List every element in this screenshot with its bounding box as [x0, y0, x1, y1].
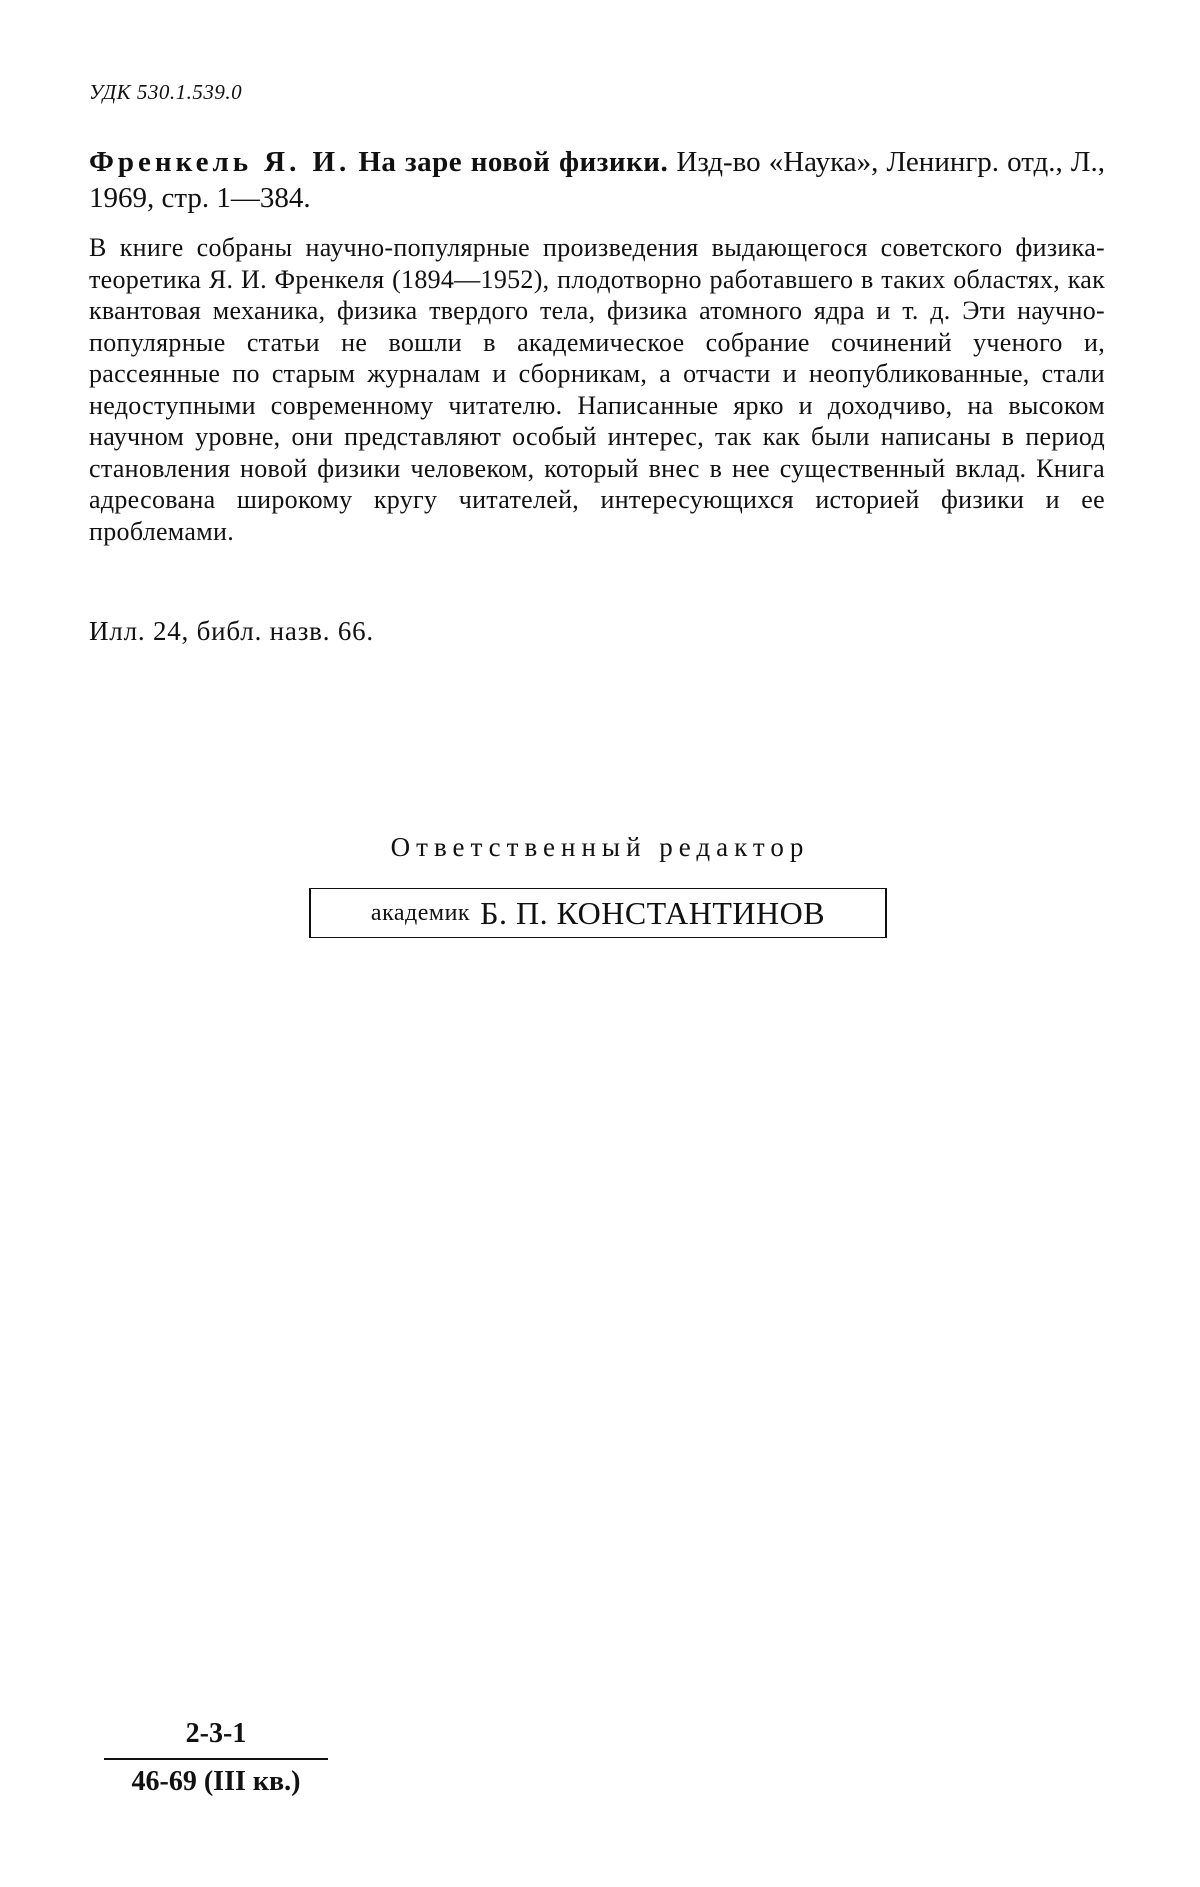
code-denominator: 46-69 (III кв.)	[131, 1766, 301, 1797]
abstract-paragraph: В книге собраны научно-популярные произведения выдающегося советского физика-теоретика Я. И. Френкеля (1894—1952), плодотворно работавшего в таких областях, как квантовая механика, физика твердого тела, физика атомного ядра и т. д. Эти научно-популярные статьи не вошли в академическое собрание сочинений ученого и, рассеянные по старым журналам и сборникам, а отчасти и неопубликованные, стали недоступными современному читателю. Написанные ярко и доходчиво, на высоком научном уровне, они представляют особый интерес, так как были написаны в период становления новой физики человеком, который внес в нее существенный вклад. Книга адресована широкому кругу читателей, интересующихся историей физики и ее проблемами.	[89, 233, 1105, 546]
editor-heading: Ответственный редактор	[390, 832, 810, 862]
editor-rank: академик	[370, 899, 471, 926]
editor-box	[309, 888, 887, 938]
editor-name: Б. П. КОНСТАНТИНОВ	[480, 894, 826, 931]
citation-author: Френкель Я. И.	[89, 146, 351, 178]
code-numerator: 2-3-1	[104, 1718, 328, 1760]
illustrations-note: Илл. 24, библ. назв. 66.	[89, 616, 374, 646]
publication-code	[104, 1718, 328, 1798]
citation-details: Ленингр. отд., Л., 1969, стр. 1—384.	[89, 146, 1105, 214]
udk-code: УДК 530.1.539.0	[89, 80, 243, 104]
citation-publisher: Изд-во «Наука»,	[676, 146, 879, 178]
bibliographic-citation	[89, 144, 1105, 216]
citation-title: На заре новой физики.	[358, 146, 669, 178]
